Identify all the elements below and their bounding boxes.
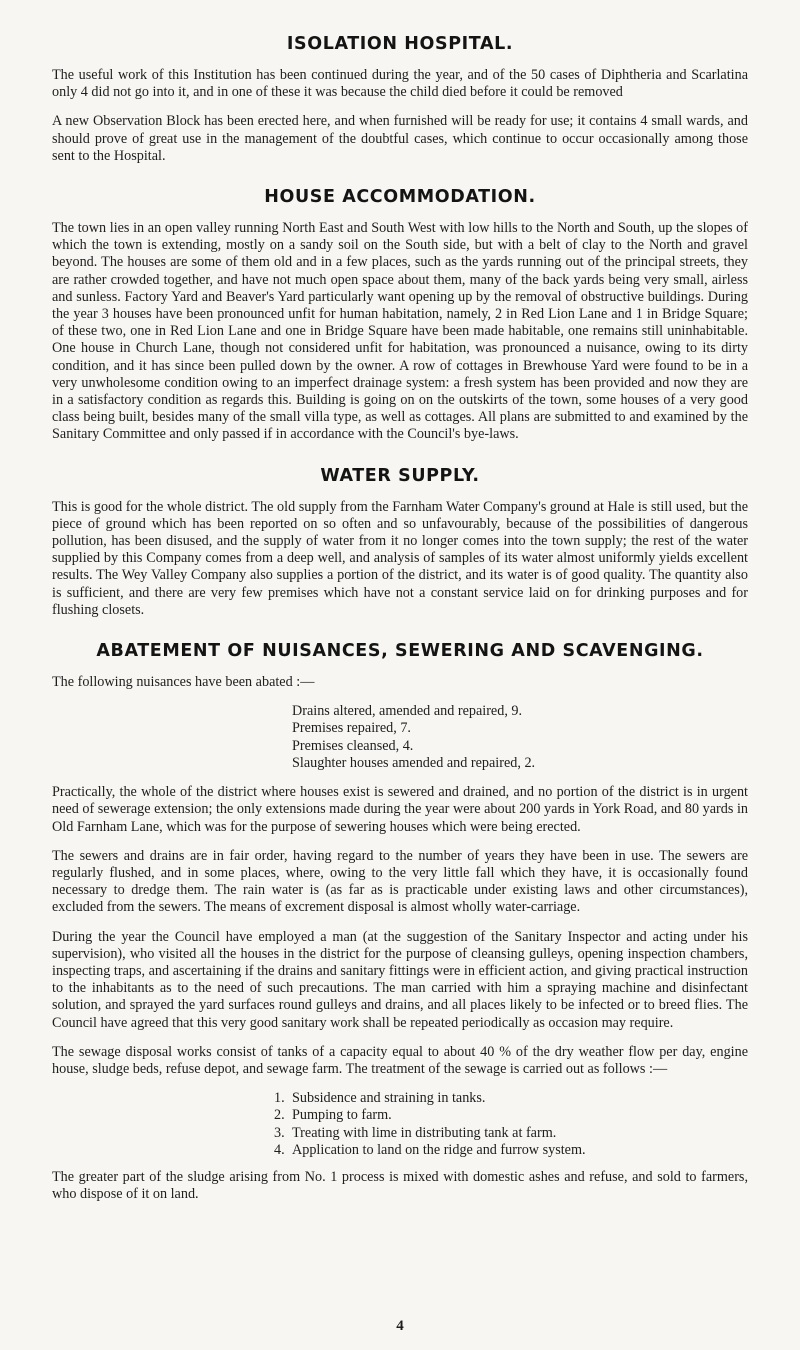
nuisances-paragraph-4: The sewage disposal works consist of tanks of a capacity equal to about 40 % of the dry weather flow per day, engine house, sludge beds, refuse depot, and sewage farm. The treatment of the sewage is carried out as follows :— [52,1043,748,1077]
list-item: Premises repaired, 7. [292,720,411,737]
list-item [274,1107,748,1124]
step-text: Treating with lime in distributing tank at farm. [292,1124,557,1141]
step-number: 4. [274,1141,285,1158]
nuisances-intro: The following nuisances have been abated :— [52,674,315,691]
list-item: Premises cleansed, 4. [292,737,414,754]
section-abatement-of-nuisances [52,641,748,1203]
section-isolation-hospital [52,34,748,165]
step-number: 1. [274,1090,285,1107]
isolation-paragraph-1: The useful work of this Institution has been continued during the year, and of the 50 cases of Diphtheria and Scarlatina only 4 did not go into it, and in one of these it was because the child died before it could be removed [52,67,748,101]
nuisances-paragraph-5: The greater part of the sludge arising from No. 1 process is mixed with domestic ashes and refuse, and sold to farmers, who dispose of it on land. [52,1168,748,1203]
list-item [274,1125,748,1142]
isolation-paragraph-2: A new Observation Block has been erected here, and when furnished will be ready for use; it contains 4 small wards, and should prove of great use in the management of the doubtful cases, which continue to occur occasionally among those sent to the Hospital. [52,113,748,164]
step-number: 3. [274,1124,285,1141]
list-item: Slaughter houses amended and repaired, 2. [292,754,536,771]
nuisances-paragraph-2: The sewers and drains are in fair order, having regard to the number of years they have been in use. The sewers are regularly flushed, and in some places, where, owing to the very little fall which they have, it is occasionally found necessary to dredge them. The rain water is (as far as is practicable under existing laws and other circumstances), excluded from the sewers. The means of excrement disposal is almost wholly water-carriage. [52,847,748,916]
step-text: Subsidence and straining in tanks. [292,1090,486,1107]
step-text: Pumping to farm. [292,1107,392,1124]
list-item [274,1090,748,1107]
housing-paragraph-1: The town lies in an open valley running North East and South West with low hills to the North and South, up the slopes of which the town is extending, mostly on a sandy soil on the South side, but with a belt of clay to the North and gravel beyond. The houses are some of them old and in a few places, such as the yards running out of the principal streets, they are rather crowded together, and have not much open space about them, many of the back yards being very small, airless and sunless. Factory Yard and Beaver's Yard particularly want opening up by the removal of obstructive buildings. During the year 3 houses have been pronounced unfit for human habitation, namely, 2 in Red Lion Lane and 1 in Bridge Square; of these two, one in Red Lion Lane and one in Bridge Square have been made habitable, one remains still uninhabitable. One house in Church Lane, though not considered unfit for habitation, was pronounced a nuisance, owing to its dirty condition, and it has since been pulled down by the owner. A row of cottages in Brewhouse Yard were found to be in a very unwholesome condition owing to an imperfect drainage system: a fresh system has been provided and now they are in a satisfactory condition as regards this. Building is going on on the outskirts of the town, some houses of a very good class being built, besides many of the small villa type, as well as cottages. All plans are submitted to and examined by the Sanitary Committee and only passed if in accordance with the Council's bye-laws. [52,220,748,443]
page-number: 4 [396,1318,404,1334]
nuisances-paragraph-3: During the year the Council have employed a man (at the suggestion of the Sanitary Inspector and acting under his supervision), who visited all the houses in the district for the purpose of cleansing gulleys, opening inspection chambers, inspecting traps, and ascertaining if the drains and sanitary fittings were in efficient action, and giving practical instruction to the inhabitants as to the need of such precautions. The man carried with him a spraying machine and disinfectant solution, and sprayed the yard surfaces round gulleys and drains, and all places likely to be infected or to breed flies. The Council have agreed that this very good sanitary work shall be repeated periodically as occasion may require. [52,928,748,1031]
heading-isolation-hospital: ISOLATION HOSPITAL. [286,34,514,54]
list-item [274,1142,748,1159]
sewage-treatment-steps [52,1090,748,1159]
heading-house-accommodation: HOUSE ACCOMMODATION. [264,187,536,208]
section-water-supply [52,466,748,619]
heading-abatement-of-nuisances: ABATEMENT OF NUISANCES, SEWERING AND SCAVENGING. [96,641,704,662]
water-paragraph-1: This is good for the whole district. The old supply from the Farnham Water Company's ground at Hale is still used, but the piece of ground which has been reported on so often and so unfavourably, because of the possibilities of dangerous pollution, has been disused, and the supply of water from it no longer comes into the town supply; the rest of the water supplied by this Company comes from a deep well, and analysis of samples of its water almost uniformly yields excellent results. The Wey Valley Company also supplies a portion of the district, and its water is of good quality. The quantity also is sufficient, and there are very few premises which have not a constant service laid on for drinking purposes and for flushing closets. [52,498,748,618]
heading-water-supply: WATER SUPPLY. [320,465,480,486]
step-text: Application to land on the ridge and furrow system. [292,1141,586,1158]
section-house-accommodation [52,187,748,444]
step-number: 2. [274,1107,285,1124]
nuisances-paragraph-1: Practically, the whole of the district where houses exist is sewered and drained, and no portion of the district is in urgent need of sewerage extension; the only extensions made during the year were about 200 yards in York Road, and 80 yards in Old Farnham Lane, which was for the purpose of sewering houses which were being erected. [52,784,748,835]
list-item: Drains altered, amended and repaired, 9. [292,703,523,720]
nuisances-list [52,703,748,772]
